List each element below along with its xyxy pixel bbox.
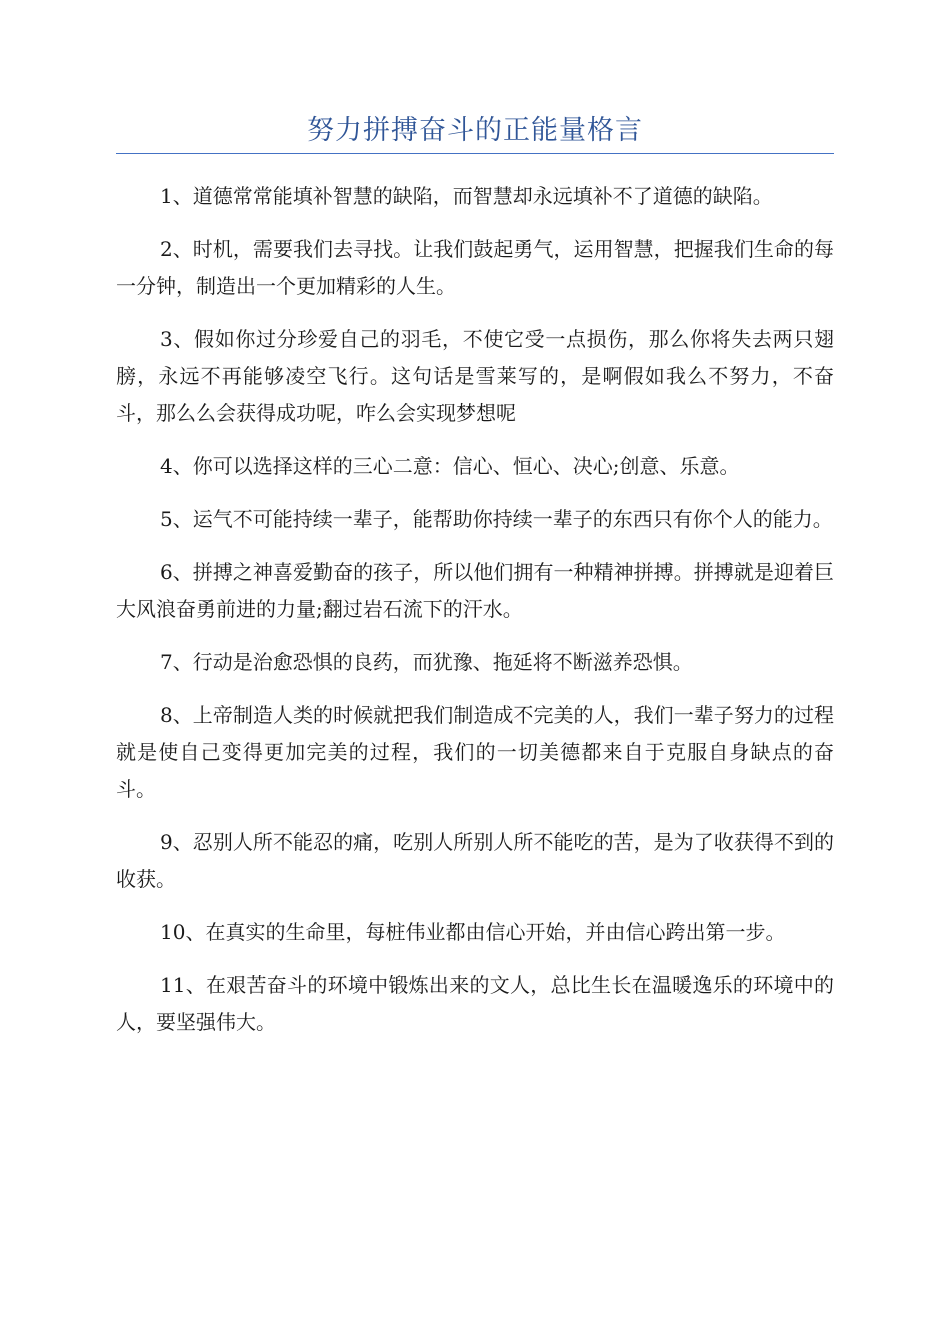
paragraph-9: 9、忍别人所不能忍的痛，吃别人所别人所不能吃的苦，是为了收获得不到的收获。 <box>116 830 834 891</box>
paragraph-3: 3、假如你过分珍爱自己的羽毛，不使它受一点损伤，那么你将失去两只翅膀，永远不再能够凌空飞行。这句话是雪莱写的，是啊假如我么不努力，不奋斗，那么么会获得成功呢，咋么会实现梦想呢 <box>116 327 834 425</box>
paragraph-1: 1、道德常常能填补智慧的缺陷，而智慧却永远填补不了道德的缺陷。 <box>160 184 773 208</box>
paragraph-6: 6、拼搏之神喜爱勤奋的孩子，所以他们拥有一种精神拼搏。拼搏就是迎着巨大风浪奋勇前进的力量;翻过岩石流下的汗水。 <box>116 560 834 621</box>
title-underline <box>116 153 834 154</box>
paragraph-2: 2、时机，需要我们去寻找。让我们鼓起勇气，运用智慧，把握我们生命的每一分钟，制造出一个更加精彩的人生。 <box>116 237 834 298</box>
paragraph-11: 11、在艰苦奋斗的环境中锻炼出来的文人，总比生长在温暖逸乐的环境中的人，要坚强伟大。 <box>116 973 834 1034</box>
document-title: 努力拼搏奋斗的正能量格言 <box>307 115 643 146</box>
document-body <box>116 178 834 1057</box>
paragraph-8: 8、上帝制造人类的时候就把我们制造成不完美的人，我们一辈子努力的过程就是使自己变得更加完美的过程，我们的一切美德都来自于克服自身缺点的奋斗。 <box>116 703 834 801</box>
paragraph-7: 7、行动是治愈恐惧的良药，而犹豫、拖延将不断滋养恐惧。 <box>160 650 693 674</box>
paragraph-4: 4、你可以选择这样的三心二意：信心、恒心、决心;创意、乐意。 <box>160 454 740 478</box>
paragraph-10: 10、在真实的生命里，每桩伟业都由信心开始，并由信心跨出第一步。 <box>160 920 786 944</box>
paragraph-5: 5、运气不可能持续一辈子，能帮助你持续一辈子的东西只有你个人的能力。 <box>160 507 833 531</box>
